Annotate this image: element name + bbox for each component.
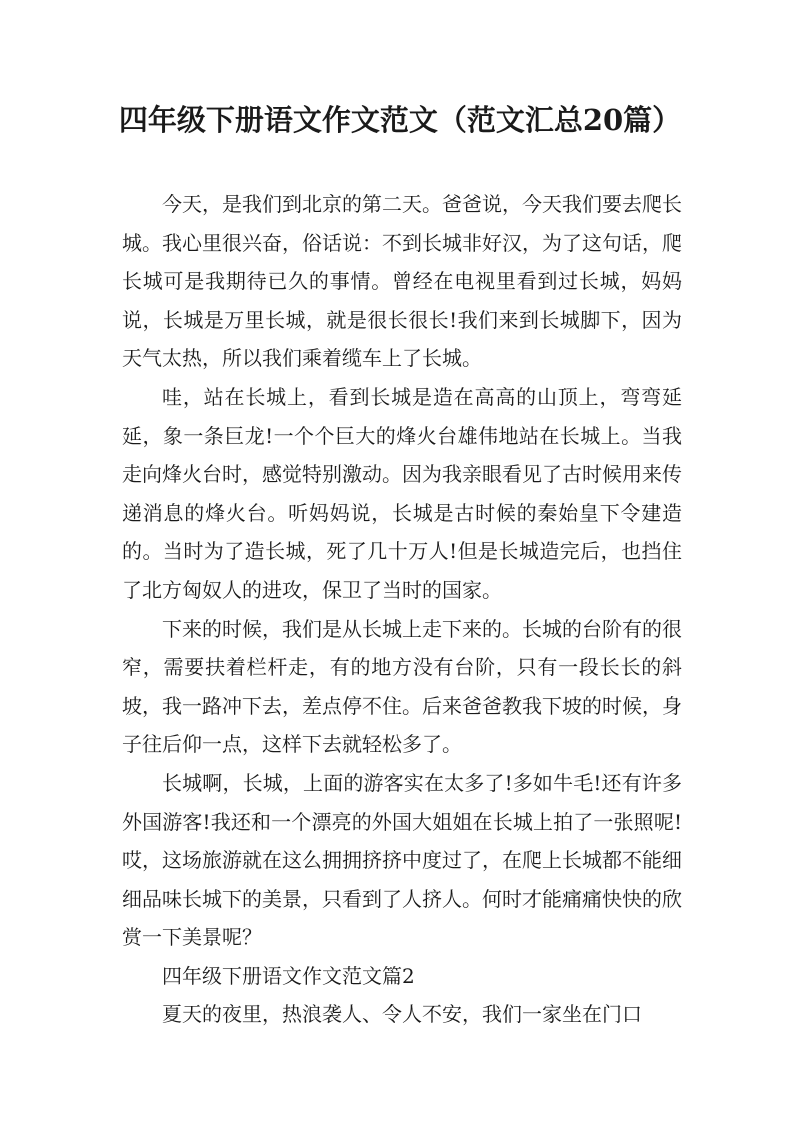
paragraph-3: 下来的时候，我们是从长城上走下来的。长城的台阶有的很窄，需要扶着栏杆走，有的地方没有台阶，只有一段长长的斜坡，我一路冲下去，差点停不住。后来爸爸教我下坡的时候，身子往后仰一点，这样下去就轻松多了。 [122, 616, 682, 757]
paragraph-1: 今天，是我们到北京的第二天。爸爸说，今天我们要去爬长城。我心里很兴奋，俗话说：不到长城非好汉，为了这句话，爬长城可是我期待已久的事情。曾经在电视里看到过长城，妈妈说，长城是万里长城，就是很长很长!我们来到长城脚下，因为天气太热，所以我们乘着缆车上了长城。 [122, 192, 682, 371]
paragraph-2: 哇，站在长城上，看到长城是造在高高的山顶上，弯弯延延，象一条巨龙!一个个巨大的烽火台雄伟地站在长城上。当我走向烽火台时，感觉特别激动。因为我亲眼看见了古时候用来传递消息的烽火台。听妈妈说，长城是古时候的秦始皇下令建造的。当时为了造长城，死了几十万人!但是长城造完后，也挡住了北方匈奴人的进攻，保卫了当时的国家。 [122, 384, 682, 602]
paragraph-4: 长城啊，长城，上面的游客实在太多了!多如牛毛!还有许多外国游客!我还和一个漂亮的外国大姐姐在长城上拍了一张照呢!哎，这场旅游就在这么拥拥挤挤中度过了，在爬上长城都不能细细品味长城下的美景，只看到了人挤人。何时才能痛痛快快的欣赏一下美景呢？ [122, 770, 682, 950]
section-heading-2: 四年级下册语文作文范文篇2 [162, 963, 415, 988]
document-title: 四年级下册语文作文范文（范文汇总20篇） [118, 103, 682, 137]
document-body [122, 185, 682, 1034]
paragraph-5: 夏天的夜里，热浪袭人、令人不安，我们一家坐在门口 [162, 1002, 642, 1027]
